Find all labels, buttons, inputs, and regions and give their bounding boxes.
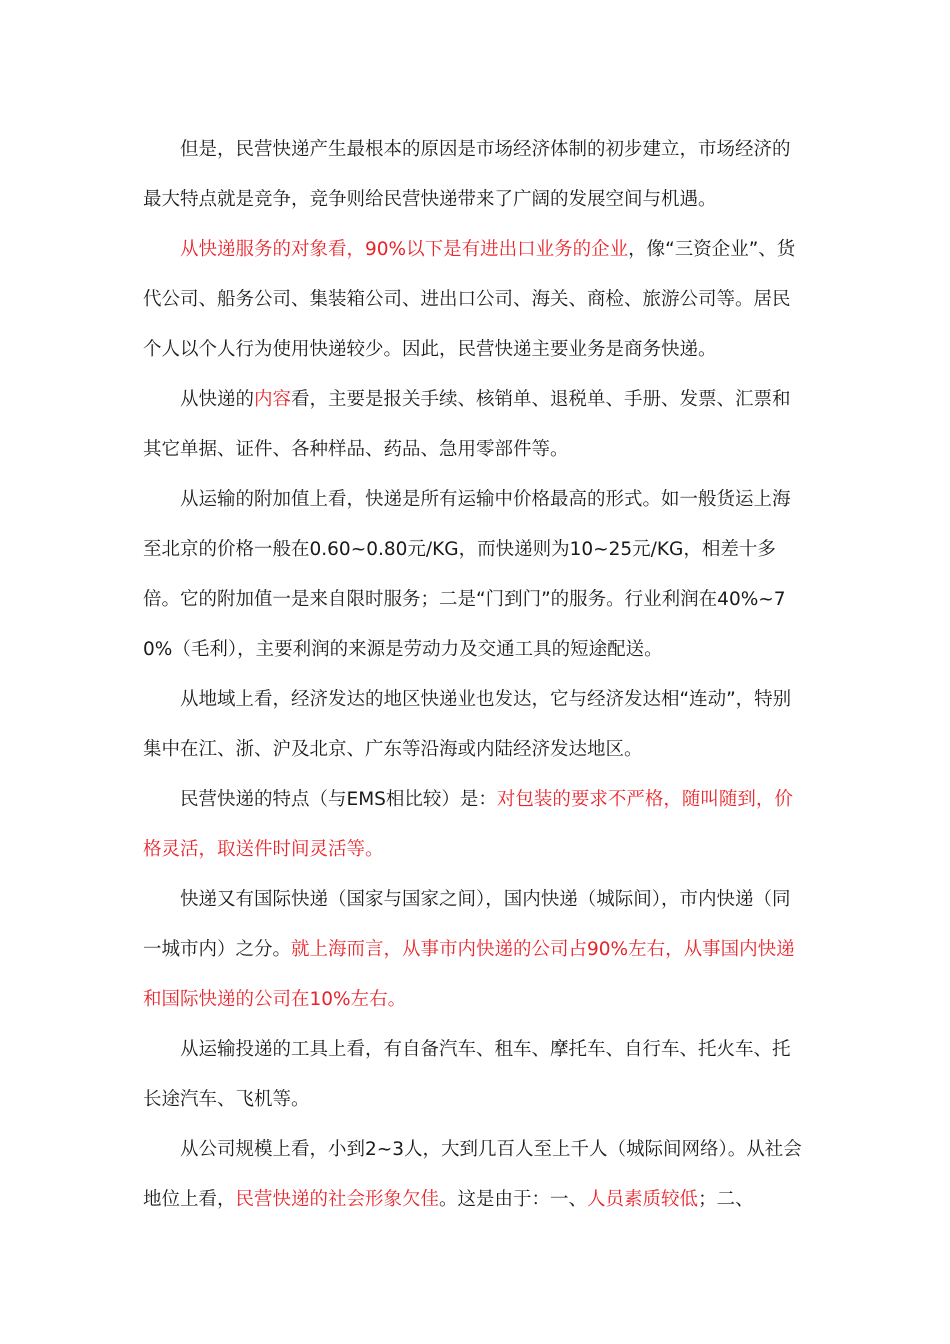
paragraph-categories	[143, 875, 808, 1025]
paragraph-text: ；二、	[698, 1189, 754, 1210]
paragraph-text: 从地域上看，经济发达的地区快递业也发达，它与经济发达相“连动”，特别集中在江、浙、沪及北京、广东等沿海或内陆经济发达地区。	[143, 689, 792, 760]
highlighted-text: 内容	[254, 389, 292, 410]
highlighted-text: 就上海而言，从事市内快递的公司占90%左右，从事国内快递和国际快递的公司在10%左右。	[143, 939, 795, 1010]
paragraph-text: ，像“三资企业”、货代公司、船务公司、集装箱公司、进出口公司、海关、商检、旅游公司等。居民个人以个人行为使用快递较少。因此，民营快递主要业务是商务快递。	[143, 239, 796, 360]
paragraph-company-scale	[143, 1125, 808, 1225]
highlighted-text: 民营快递的社会形象欠佳	[235, 1189, 440, 1210]
highlighted-text: 从快递服务的对象看，90%以下是有进出口业务的企业	[180, 239, 629, 260]
paragraph-added-value	[143, 475, 808, 675]
paragraph-service-targets	[143, 225, 808, 375]
paragraph-text: 但是，民营快递产生最根本的原因是市场经济体制的初步建立，市场经济的最大特点就是竞争，竞争则给民营快递带来了广阔的发展空间与机遇。	[143, 139, 791, 210]
highlighted-text: 对包装的要求不严格，随叫随到，价格灵活，取送件时间灵活等。	[143, 789, 793, 860]
paragraph-text: 从公司规模上看，小到2~3人，大到几百人至上千人（城际间网络）。从社会地位上看，	[143, 1139, 802, 1210]
paragraph-transport-tools	[143, 1025, 808, 1125]
paragraph-region	[143, 675, 808, 775]
paragraph-text: 从运输的附加值上看，快递是所有运输中价格最高的形式。如一般货运上海至北京的价格一般在0.60~0.80元/KG，而快递则为10~25元/KG，相差十多倍。它的附加值一是来自限时服务；二是“门到门”的服务。行业利润在40%~70%（毛利），主要利润的来源是劳动力及交通工具的短途配送。	[143, 489, 791, 660]
paragraph-text: 看，主要是报关手续、核销单、退税单、手册、发票、汇票和其它单据、证件、各种样品、药品、急用零部件等。	[143, 389, 791, 460]
paragraph-text: 从运输投递的工具上看，有自备汽车、租车、摩托车、自行车、托火车、托长途汽车、飞机等。	[143, 1039, 791, 1110]
paragraph-text: 民营快递的特点（与EMS相比较）是：	[180, 789, 497, 810]
paragraph-text: 从快递的	[180, 389, 255, 410]
highlighted-text: 人员素质较低	[587, 1189, 699, 1210]
paragraph-text: 。这是由于：一、	[439, 1189, 588, 1210]
paragraph-text: 快递又有国际快递（国家与国家之间），国内快递（城际间），市内快递（同一城市内）之分。	[143, 889, 791, 960]
paragraph-characteristics	[143, 775, 808, 875]
document-body	[143, 125, 808, 1225]
paragraph-content	[143, 375, 808, 475]
paragraph-origin	[143, 125, 808, 225]
